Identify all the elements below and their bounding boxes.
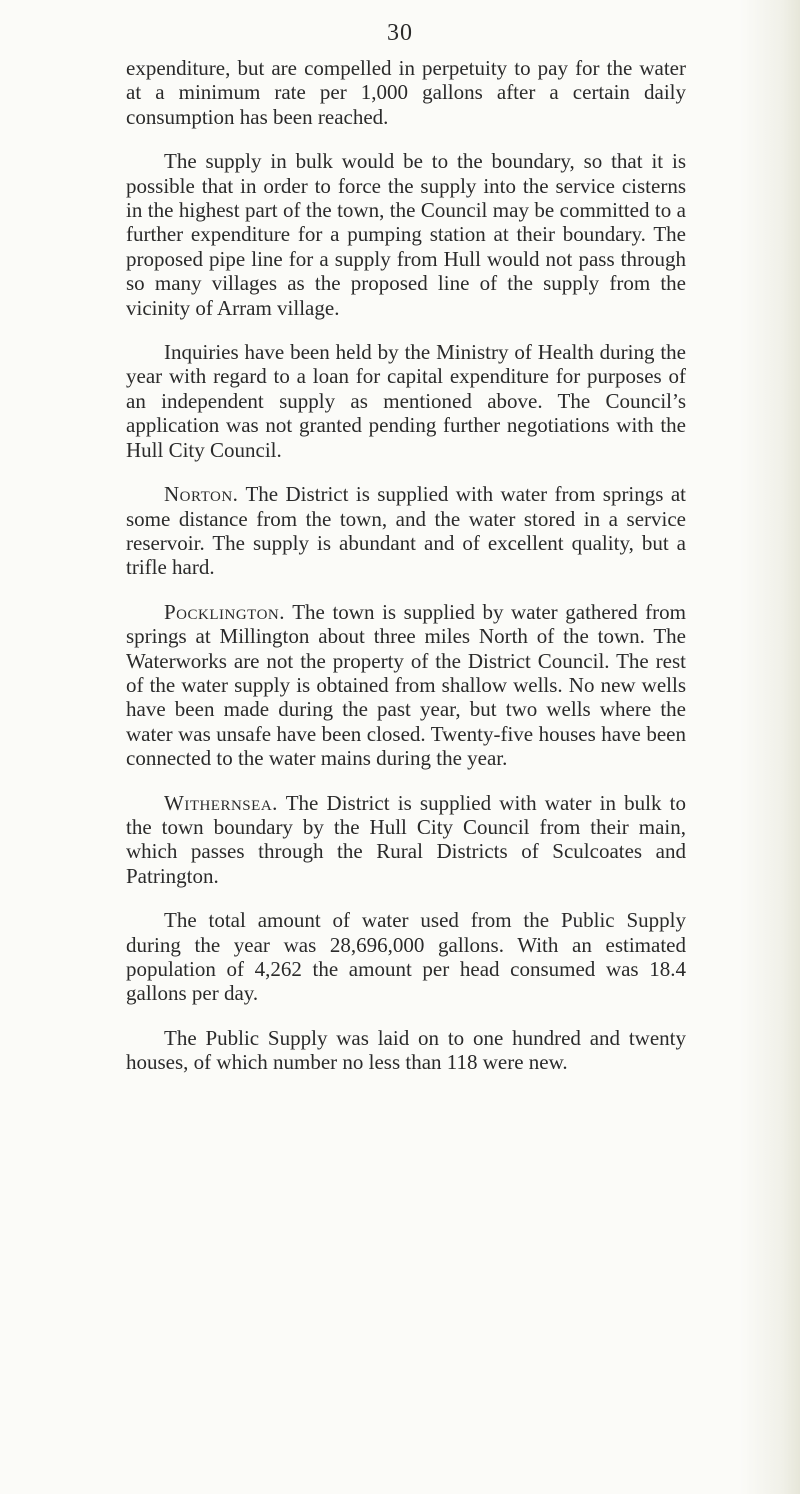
paragraph-text: The supply in bulk would be to the boundary, so that it is possible that in order to force the supply into the service cisterns in the highest part of the town, the Council may be committed to a further expenditure for a pumping station at their boundary. The proposed pipe line for a supply from Hull would not pass through so many villages as the proposed line of the supply from the vicinity of Arram village. xyxy=(126,149,686,320)
section-heading-pocklington: Pocklington. xyxy=(164,599,285,624)
paragraph-text: expenditure, but are compelled in perpetuity to pay for the water at a minimum rate per 1,000 gallons after a certain daily consumption has been reached. xyxy=(126,56,686,129)
paragraph-norton xyxy=(126,482,686,580)
paragraph-pocklington xyxy=(126,600,686,771)
section-heading-norton: Norton. xyxy=(164,482,239,507)
paragraph-hull-supply xyxy=(126,149,686,320)
paragraph-houses-connected xyxy=(126,1026,686,1075)
paragraph-text: The town is supplied by water gathered from springs at Millington about three miles North of the town. The Waterworks are not the property of the District Council. The rest of the water supply is obtained from shallow wells. No new wells have been made during the past year, but two wells where the water was unsafe have been closed. Twenty-five houses have been connected to the water mains during the year. xyxy=(126,599,686,771)
page-number: 30 xyxy=(387,20,413,46)
paragraph-withernsea xyxy=(126,791,686,889)
paragraph-text: The District is supplied with water from springs at some distance from the town, and the water stored in a service reservoir. The supply is abundant and of excellent quality, but a trifle hard. xyxy=(126,482,686,580)
paragraph-continuation xyxy=(126,56,686,129)
section-heading-withernsea: Withernsea. xyxy=(164,790,278,815)
paragraph-text: The total amount of water used from the Public Supply during the year was 28,696,000 gallons. With an estimated population of 4,262 the amount per head consumed was 18.4 gallons per day. xyxy=(126,908,686,1006)
paragraph-inquiries xyxy=(126,340,686,462)
paragraph-text: The District is supplied with water in bulk to the town boundary by the Hull City Council from their main, which passes through the Rural Districts of Sculcoates and Patrington. xyxy=(126,790,686,888)
paragraph-text: Inquiries have been held by the Ministry of Health during the year with regard to a loan for capital expenditure for purposes of an independent supply as mentioned above. The Council’s application was not granted pending further negotiations with the Hull City Council. xyxy=(126,340,686,462)
body-text xyxy=(126,56,686,1095)
paragraph-water-usage xyxy=(126,908,686,1006)
paragraph-text: The Public Supply was laid on to one hundred and twenty houses, of which number no less than 118 were new. xyxy=(126,1025,686,1075)
page-edge-shadow xyxy=(740,0,800,1494)
